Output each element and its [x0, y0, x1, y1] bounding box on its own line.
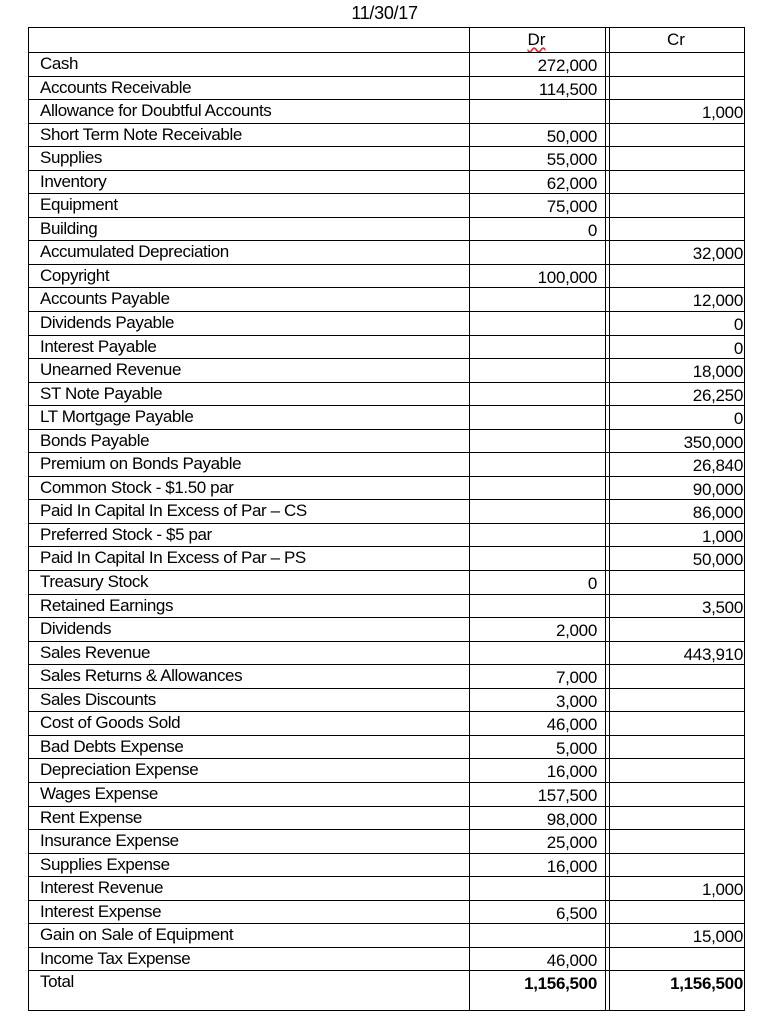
table-row [29, 735, 744, 759]
account-name: Paid In Capital In Excess of Par – CS [40, 501, 307, 521]
credit-amount: 443,910 [683, 644, 743, 664]
account-name: Supplies Expense [40, 854, 170, 874]
table-row [29, 335, 744, 359]
account-name: Building [40, 218, 98, 238]
account-name: Interest Expense [40, 901, 162, 921]
table-row [29, 782, 744, 806]
credit-amount: 50,000 [692, 550, 743, 570]
debit-amount: 98,000 [546, 809, 597, 829]
table-row [29, 76, 744, 100]
account-name: Bonds Payable [40, 430, 150, 450]
account-name: Insurance Expense [40, 831, 179, 851]
credit-amount: 0 [733, 338, 743, 358]
table-row [29, 806, 744, 830]
table-row [29, 900, 744, 924]
account-name: Inventory [40, 171, 107, 191]
account-name: ST Note Payable [40, 383, 163, 403]
table-row [29, 476, 744, 500]
table-row [29, 923, 744, 947]
account-name: Cost of Goods Sold [40, 713, 181, 733]
debit-amount: 5,000 [555, 738, 597, 758]
table-row [29, 311, 744, 335]
table-row [29, 146, 744, 170]
account-name: Premium on Bonds Payable [40, 454, 242, 474]
account-name: Interest Revenue [40, 878, 164, 898]
total-label: Total [40, 972, 74, 992]
debit-amount: 46,000 [546, 715, 597, 735]
account-name: Short Term Note Receivable [40, 124, 242, 144]
credit-amount: 0 [733, 315, 743, 335]
account-name: Equipment [40, 195, 118, 215]
table-row [29, 711, 744, 735]
table-row [29, 594, 744, 618]
account-name: Interest Payable [40, 336, 157, 356]
table-row [29, 240, 744, 264]
account-name: Treasury Stock [40, 572, 149, 592]
account-name: Copyright [40, 265, 110, 285]
credit-amount: 1,000 [701, 526, 743, 546]
credit-amount: 26,840 [692, 456, 743, 476]
account-name: Accounts Receivable [40, 77, 192, 97]
account-name: Wages Expense [40, 783, 158, 803]
credit-amount: 1,000 [701, 103, 743, 123]
table-row [29, 523, 744, 547]
credit-amount: 18,000 [692, 362, 743, 382]
table-row [29, 570, 744, 594]
credit-amount: 86,000 [692, 503, 743, 523]
table-row [29, 853, 744, 877]
table-row [29, 499, 744, 523]
table-row [29, 688, 744, 712]
account-name: Gain on Sale of Equipment [40, 925, 234, 945]
debit-amount: 114,500 [538, 79, 597, 99]
debit-amount: 46,000 [546, 950, 597, 970]
table-row [29, 264, 744, 288]
debit-amount: 55,000 [546, 150, 597, 170]
account-name: LT Mortgage Payable [40, 407, 194, 427]
debit-amount: 16,000 [546, 856, 597, 876]
account-name: Income Tax Expense [40, 948, 191, 968]
table-row [29, 758, 744, 782]
debit-amount: 75,000 [546, 197, 597, 217]
account-name: Sales Discounts [40, 689, 156, 709]
debit-amount: 3,000 [555, 691, 597, 711]
account-name: Dividends [40, 619, 112, 639]
credit-amount: 350,000 [683, 432, 743, 452]
credit-amount: 12,000 [692, 291, 743, 311]
debit-amount: 2,000 [555, 621, 597, 641]
table-row [29, 641, 744, 665]
table-row [29, 99, 744, 123]
table-row [29, 829, 744, 853]
debit-amount: 50,000 [546, 126, 597, 146]
total-debit: 1,156,500 [524, 974, 597, 994]
debit-amount: 25,000 [546, 833, 597, 853]
table-row [29, 287, 744, 311]
account-name: Rent Expense [40, 807, 142, 827]
column-header-row [29, 28, 744, 52]
debit-amount: 272,000 [537, 56, 597, 75]
account-name: Bad Debts Expense [40, 736, 184, 756]
account-name: Preferred Stock - $5 par [40, 524, 212, 544]
total-row [29, 970, 744, 994]
account-name: Allowance for Doubtful Accounts [40, 101, 272, 121]
table-row [29, 546, 744, 570]
table-row [29, 664, 744, 688]
debit-amount: 62,000 [546, 173, 597, 193]
table-row [29, 170, 744, 194]
table-row [29, 876, 744, 900]
credit-amount: 90,000 [692, 479, 743, 499]
account-name: Accounts Payable [40, 289, 170, 309]
debit-column-header: Dr [527, 30, 546, 49]
account-name: Cash [40, 54, 79, 73]
account-name: Common Stock - $1.50 par [40, 477, 234, 497]
table-row [29, 358, 744, 382]
credit-amount: 32,000 [692, 244, 743, 264]
trial-balance-date: 11/30/17 [351, 3, 418, 23]
table-row [29, 405, 744, 429]
account-name: Unearned Revenue [40, 360, 182, 380]
table-row [29, 382, 744, 406]
account-name: Supplies [40, 148, 103, 168]
table-row [29, 217, 744, 241]
debit-amount: 6,500 [555, 903, 597, 923]
table-row [29, 193, 744, 217]
table-row [29, 452, 744, 476]
trial-balance-table [28, 27, 745, 1011]
credit-amount: 1,000 [701, 880, 743, 900]
debit-amount: 0 [587, 220, 597, 240]
account-rows [29, 52, 744, 994]
total-credit: 1,156,500 [670, 974, 743, 994]
debit-amount: 100,000 [537, 267, 597, 287]
credit-amount: 3,500 [701, 597, 743, 617]
table-row [29, 617, 744, 641]
table-row [29, 947, 744, 971]
account-name: Retained Earnings [40, 595, 174, 615]
account-name: Paid In Capital In Excess of Par – PS [40, 548, 306, 568]
debit-amount: 7,000 [555, 668, 597, 688]
credit-amount: 26,250 [692, 385, 743, 405]
table-row [29, 52, 744, 76]
account-name: Dividends Payable [40, 313, 175, 333]
table-row [29, 123, 744, 147]
credit-amount: 15,000 [692, 927, 743, 947]
account-name: Depreciation Expense [40, 760, 199, 780]
credit-amount: 0 [733, 409, 743, 429]
credit-column-header: Cr [667, 30, 685, 49]
account-name: Accumulated Depreciation [40, 242, 229, 262]
debit-amount: 0 [587, 574, 597, 594]
debit-amount: 16,000 [546, 762, 597, 782]
table-row [29, 429, 744, 453]
account-name: Sales Returns & Allowances [40, 666, 243, 686]
account-name: Sales Revenue [40, 642, 151, 662]
debit-amount: 157,500 [537, 785, 597, 805]
